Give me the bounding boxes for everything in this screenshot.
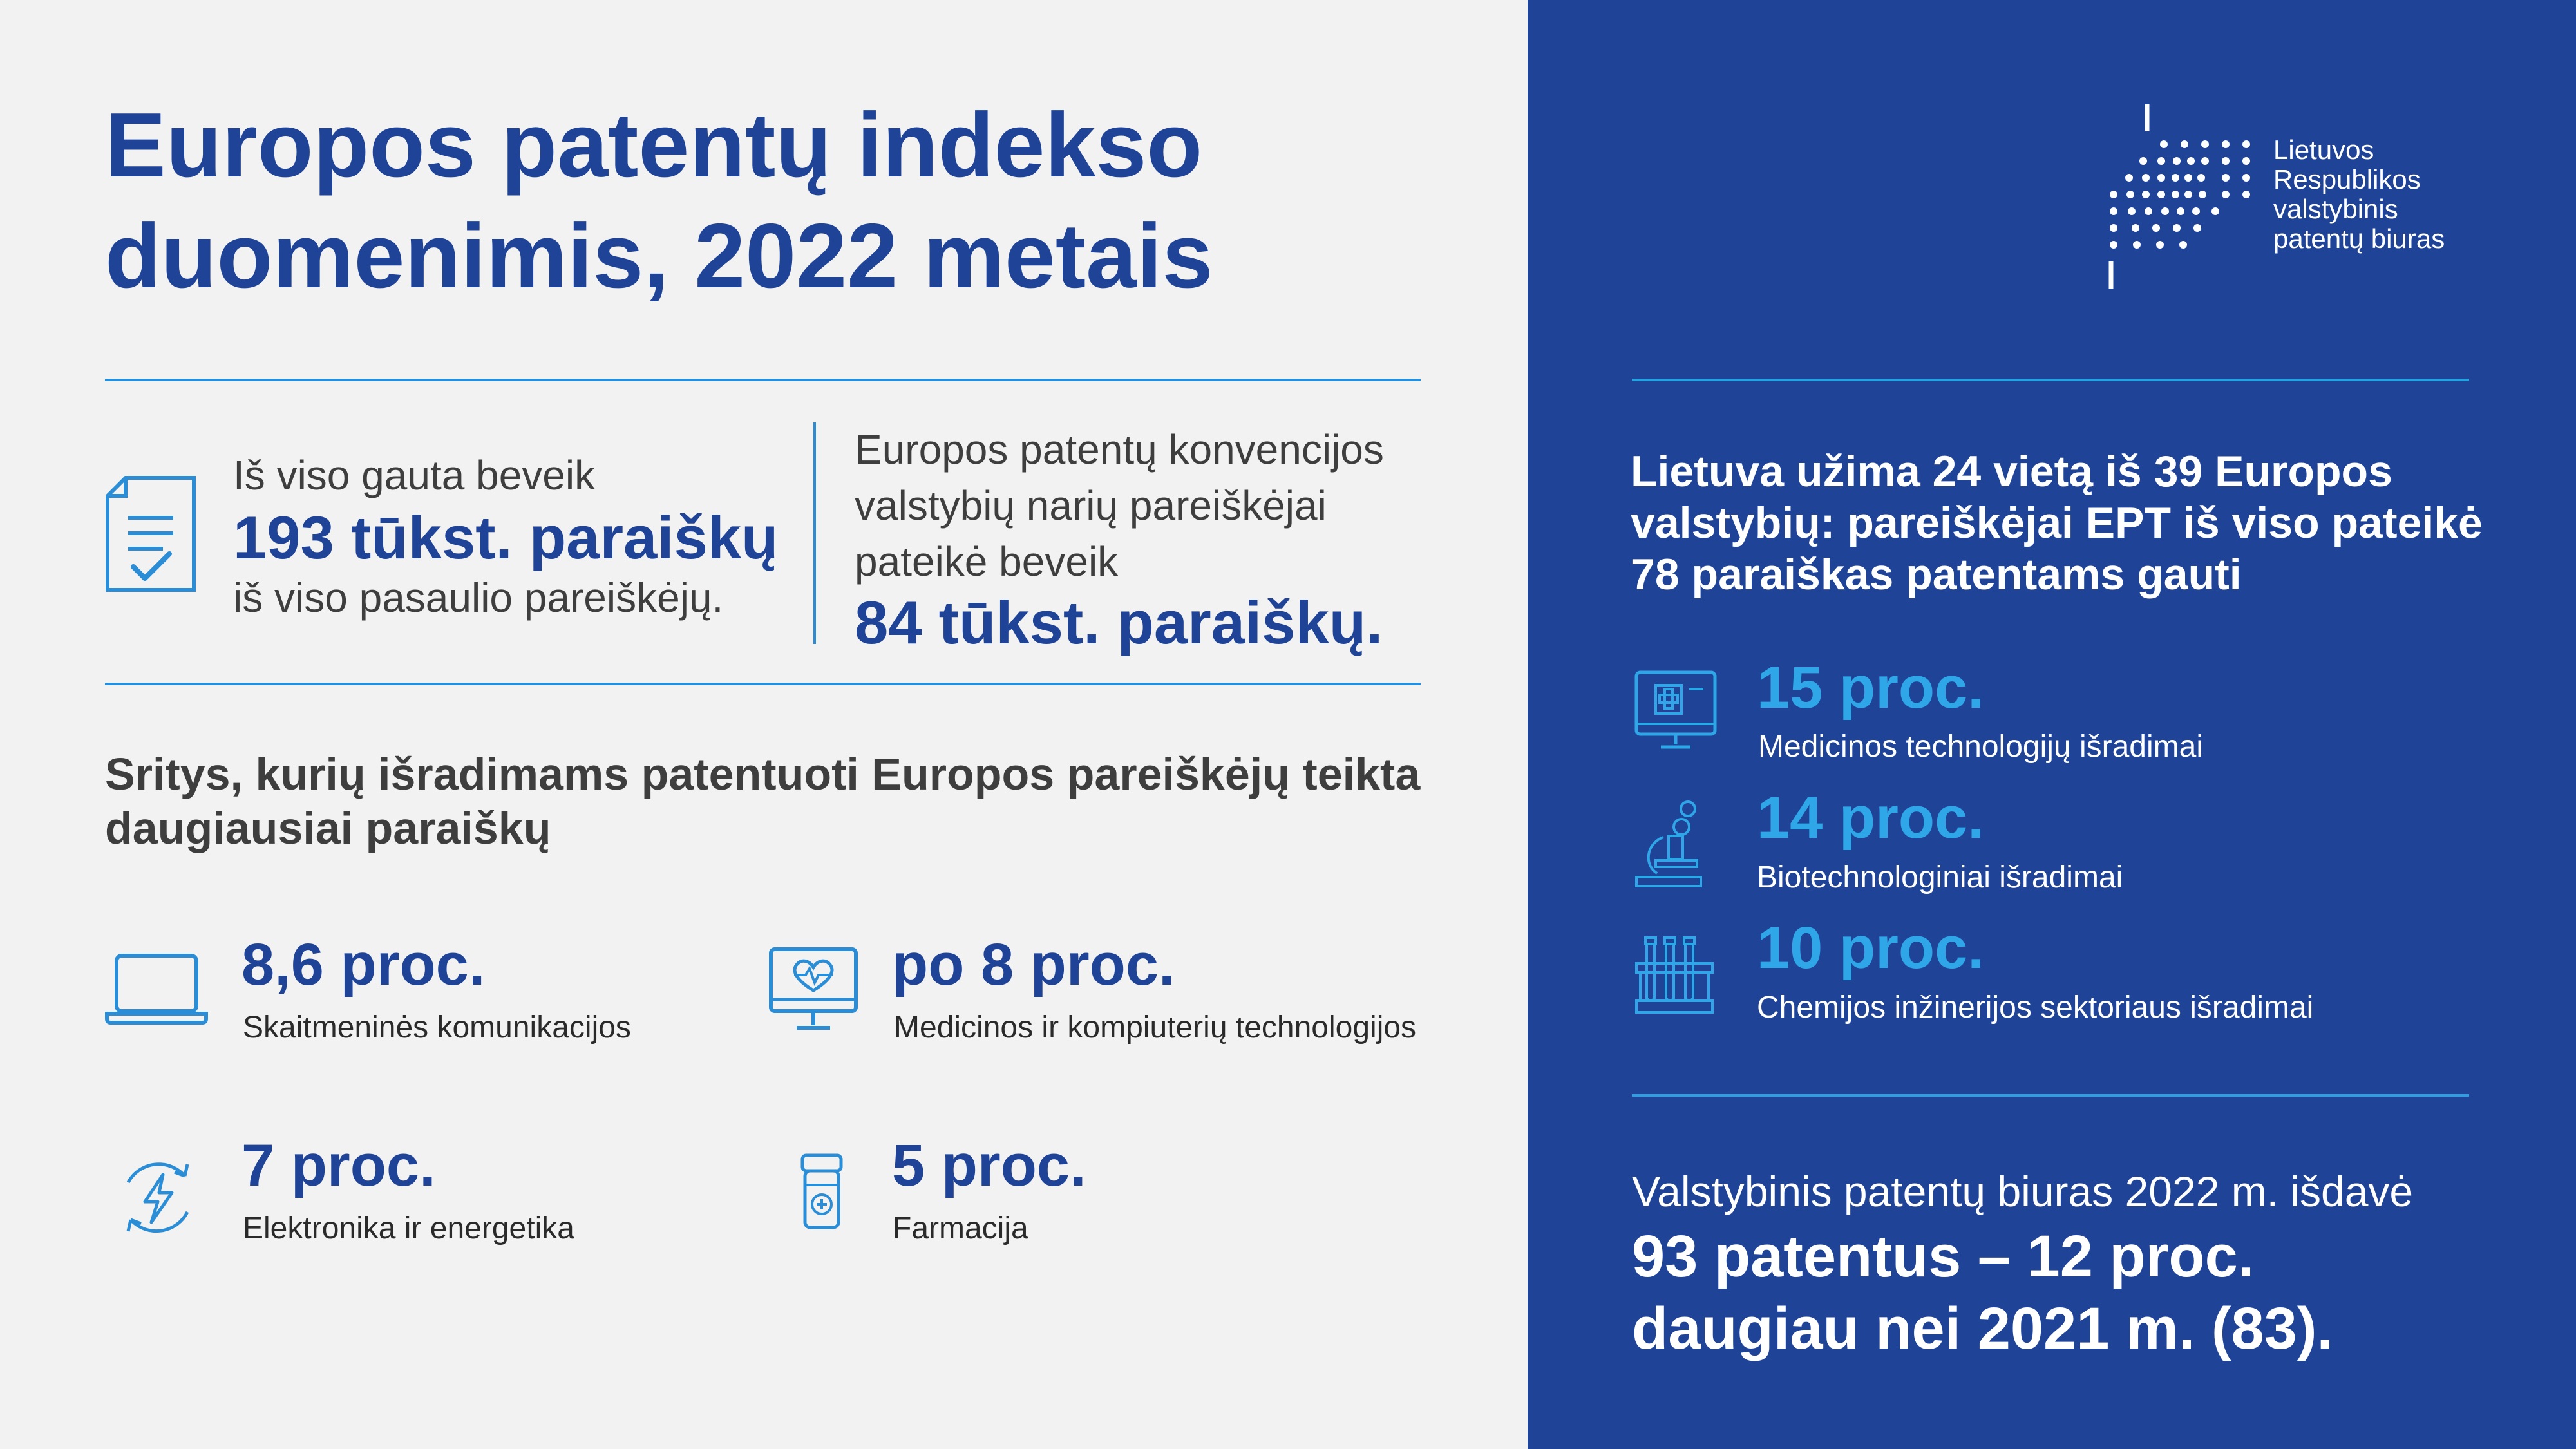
microscope-icon — [1634, 799, 1705, 889]
total-post-text: iš viso pasaulio pareiškėjų. — [233, 574, 724, 621]
lithuania-rank-line1: Lietuva užima 24 vietą iš 39 Europos — [1631, 447, 2392, 496]
heart-monitor-icon — [768, 947, 858, 1034]
energy-icon — [113, 1153, 203, 1243]
right-divider-bottom — [1632, 1094, 2469, 1097]
epc-line3: pateikė beveik — [855, 538, 1119, 585]
vpb-statement-highlight — [1632, 1220, 2333, 1365]
logo-text — [2273, 135, 2445, 254]
document-check-icon — [105, 475, 196, 592]
lt-label-2: Biotechnologiniai išradimai — [1757, 860, 2123, 895]
lt-label-1: Medicinos technologijų išradimai — [1758, 730, 2204, 764]
total-value: 193 tūkst. paraiškų — [233, 504, 779, 571]
vpb-statement-line1: Valstybinis patentų biuras 2022 m. išdavė — [1632, 1168, 2414, 1215]
medical-monitor-icon — [1634, 670, 1718, 753]
total-pre-text: Iš viso gauta beveik — [233, 452, 596, 498]
page-title — [105, 90, 1457, 312]
areas-heading-line1: Sritys, kurių išradimams patentuoti Europos pareiškėjų teikta — [105, 749, 1421, 799]
stats-separator — [813, 422, 816, 644]
vpb-statement-line2: 93 patentus – 12 proc. — [1632, 1224, 2255, 1289]
page-title-line1: Europos patentų indekso — [105, 94, 1203, 196]
divider-top — [105, 379, 1421, 381]
epc-line1: Europos patentų konvencijos — [855, 426, 1384, 473]
logo-text-line2: Respublikos — [2273, 164, 2421, 194]
areas-heading-line2: daugiausiai paraiškų — [105, 803, 551, 853]
area-pct-2: po 8 proc. — [892, 932, 1175, 998]
vpb-statement-line3: daugiau nei 2021 m. (83). — [1632, 1296, 2334, 1361]
area-pct-1: 8,6 proc. — [242, 932, 486, 998]
area-label-1: Skaitmeninės komunikacijos — [243, 1010, 631, 1045]
area-label-2: Medicinos ir kompiuterių technologijos — [894, 1010, 1417, 1045]
right-divider-top — [1632, 379, 2469, 381]
area-label-3: Elektronika ir energetika — [243, 1211, 574, 1245]
logo-text-line3: valstybinis — [2273, 194, 2398, 224]
logo-text-line4: patentų biuras — [2273, 223, 2445, 254]
vpb-logo-mark — [2106, 103, 2260, 290]
area-pct-3: 7 proc. — [242, 1133, 436, 1198]
lt-label-3: Chemijos inžinerijos sektoriaus išradimai — [1757, 990, 2314, 1025]
logo-text-line1: Lietuvos — [2273, 135, 2374, 165]
areas-heading — [105, 747, 1457, 855]
test-tubes-icon — [1634, 934, 1715, 1015]
lt-pct-1: 15 proc. — [1757, 655, 1984, 721]
page-title-line2: duomenimis, 2022 metais — [105, 205, 1213, 307]
lithuania-rank-line2: valstybių: pareiškėjai EPT iš viso pateikė — [1631, 498, 2483, 547]
vpb-logo — [2106, 103, 2260, 293]
lt-pct-2: 14 proc. — [1757, 785, 1984, 851]
epc-line2: valstybių narių pareiškėjai — [855, 482, 1327, 529]
lt-pct-3: 10 proc. — [1757, 915, 1984, 981]
lithuania-rank-line3: 78 paraiškas patentams gauti — [1631, 550, 2242, 599]
pill-bottle-icon — [799, 1153, 845, 1230]
epc-value: 84 tūkst. paraiškų. — [855, 589, 1383, 656]
laptop-icon — [105, 952, 208, 1026]
lithuania-rank-text — [1631, 446, 2494, 600]
area-label-4: Farmacija — [893, 1211, 1028, 1245]
area-pct-4: 5 proc. — [892, 1133, 1086, 1198]
divider-middle — [105, 683, 1421, 685]
